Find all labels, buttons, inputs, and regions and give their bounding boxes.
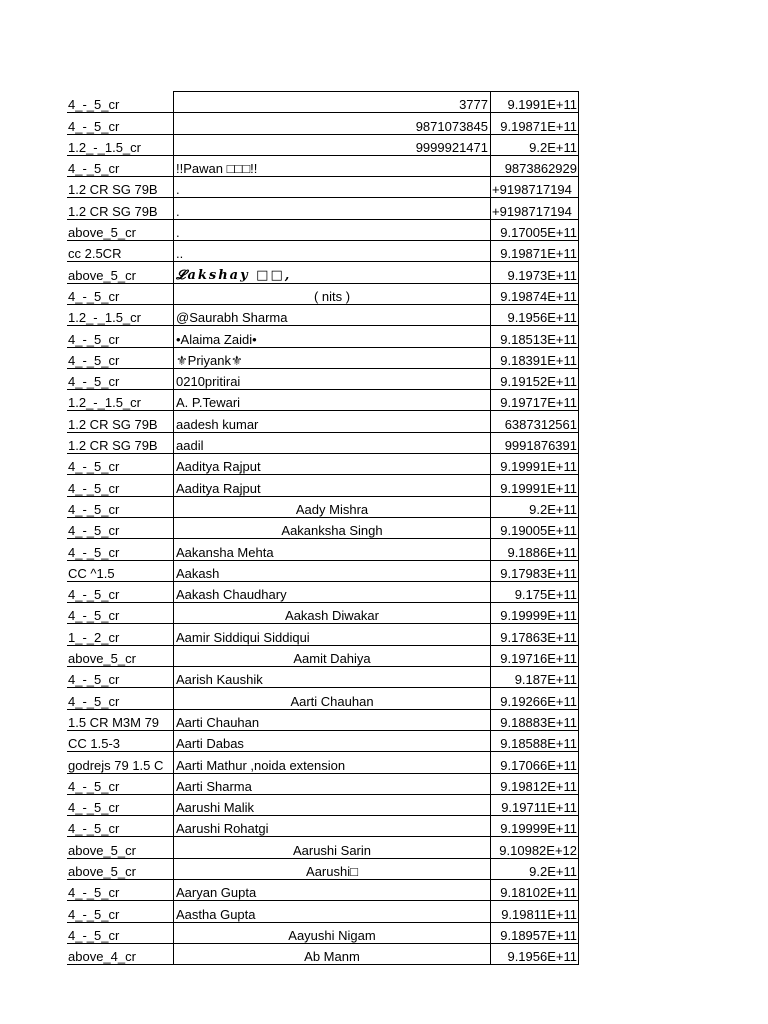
table-row xyxy=(67,134,579,155)
category-cell[interactable]: 4_-_5_cr xyxy=(67,773,174,794)
table-row xyxy=(67,496,579,517)
table-row xyxy=(67,837,579,858)
name-cell[interactable]: Aarti Dabas xyxy=(174,730,491,751)
table-row xyxy=(67,943,579,964)
category-cell[interactable]: 4_-_5_cr xyxy=(67,113,174,134)
table-row xyxy=(67,517,579,538)
category-cell[interactable]: cc 2.5CR xyxy=(67,241,174,262)
name-cell[interactable]: aadil xyxy=(174,432,491,453)
phone-cell[interactable]: 9.19812E+11 xyxy=(491,773,579,794)
name-cell[interactable]: . xyxy=(174,219,491,240)
category-cell[interactable]: CC ^1.5 xyxy=(67,560,174,581)
phone-cell[interactable]: 9.19266E+11 xyxy=(491,688,579,709)
name-cell[interactable]: Aakash xyxy=(174,560,491,581)
table-row xyxy=(67,92,579,113)
name-cell[interactable]: Aakanksha Singh xyxy=(174,517,491,538)
phone-cell[interactable]: 9.10982E+12 xyxy=(491,837,579,858)
name-cell[interactable]: @Saurabh Sharma xyxy=(174,304,491,325)
category-cell[interactable]: 1.2 CR SG 79B xyxy=(67,411,174,432)
phone-cell[interactable]: 9.19871E+11 xyxy=(491,241,579,262)
name-cell[interactable]: . xyxy=(174,198,491,219)
category-cell[interactable]: 1.5 CR M3M 79 xyxy=(67,709,174,730)
category-cell[interactable]: 4_-_5_cr xyxy=(67,454,174,475)
name-cell[interactable]: Aarushi Rohatgi xyxy=(174,816,491,837)
table-row xyxy=(67,539,579,560)
phone-cell[interactable]: 9.1973E+11 xyxy=(491,262,579,283)
phone-cell[interactable]: 9.2E+11 xyxy=(491,858,579,879)
phone-cell[interactable]: 9.18102E+11 xyxy=(491,879,579,900)
phone-cell[interactable]: 9.19005E+11 xyxy=(491,517,579,538)
phone-cell[interactable]: 9.1956E+11 xyxy=(491,304,579,325)
name-cell[interactable]: Aarti Sharma xyxy=(174,773,491,794)
category-cell[interactable]: 4_-_5_cr xyxy=(67,368,174,389)
category-cell[interactable]: above_5_cr xyxy=(67,858,174,879)
name-cell[interactable]: . xyxy=(174,177,491,198)
name-cell[interactable]: Aarti Chauhan xyxy=(174,709,491,730)
table-row xyxy=(67,667,579,688)
table-row xyxy=(67,901,579,922)
name-cell[interactable]: Aakash Diwakar xyxy=(174,603,491,624)
table-row xyxy=(67,688,579,709)
category-cell[interactable]: 4_-_5_cr xyxy=(67,581,174,602)
category-cell[interactable]: 4_-_5_cr xyxy=(67,347,174,368)
phone-cell[interactable]: 9.18391E+11 xyxy=(491,347,579,368)
table-row xyxy=(67,581,579,602)
phone-cell[interactable]: 9.19717E+11 xyxy=(491,390,579,411)
name-cell[interactable]: 9999921471 xyxy=(174,134,491,155)
category-cell[interactable]: 4_-_5_cr xyxy=(67,603,174,624)
category-cell[interactable]: 1.2_-_1.5_cr xyxy=(67,390,174,411)
category-cell[interactable]: 4_-_5_cr xyxy=(67,667,174,688)
phone-cell[interactable]: +9198717194 xyxy=(491,177,579,198)
table-row xyxy=(67,390,579,411)
name-cell[interactable]: 𝓛𝒂𝒌𝒔𝒉𝒂𝒚 □□, xyxy=(174,262,491,283)
phone-cell[interactable]: 9.19711E+11 xyxy=(491,794,579,815)
table-row xyxy=(67,752,579,773)
table-row xyxy=(67,624,579,645)
table-row xyxy=(67,326,579,347)
phone-cell[interactable]: 9.1991E+11 xyxy=(491,92,579,113)
table-row xyxy=(67,113,579,134)
table-row xyxy=(67,645,579,666)
table-row xyxy=(67,219,579,240)
category-cell[interactable]: 4_-_5_cr xyxy=(67,517,174,538)
phone-cell[interactable]: 9.17983E+11 xyxy=(491,560,579,581)
table-row xyxy=(67,368,579,389)
category-cell[interactable]: 4_-_5_cr xyxy=(67,496,174,517)
phone-cell[interactable]: 9.19811E+11 xyxy=(491,901,579,922)
spreadsheet-table xyxy=(67,91,579,965)
table-row xyxy=(67,347,579,368)
category-cell[interactable]: 1.2_-_1.5_cr xyxy=(67,134,174,155)
category-cell[interactable]: 4_-_5_cr xyxy=(67,155,174,176)
phone-cell[interactable]: 9.19999E+11 xyxy=(491,603,579,624)
name-cell[interactable]: ( nits ) xyxy=(174,283,491,304)
table-row xyxy=(67,709,579,730)
table-row xyxy=(67,475,579,496)
phone-cell[interactable]: 6387312561 xyxy=(491,411,579,432)
spreadsheet-body xyxy=(67,92,579,965)
name-cell[interactable]: 3777 xyxy=(174,92,491,113)
phone-cell[interactable]: +9198717194 xyxy=(491,198,579,219)
phone-cell[interactable]: 9.18588E+11 xyxy=(491,730,579,751)
category-cell[interactable]: 1.2_-_1.5_cr xyxy=(67,304,174,325)
category-cell[interactable]: godrejs 79 1.5 C xyxy=(67,752,174,773)
phone-cell[interactable]: 9.19991E+11 xyxy=(491,454,579,475)
table-row xyxy=(67,773,579,794)
phone-cell[interactable]: 9.19991E+11 xyxy=(491,475,579,496)
name-cell[interactable]: Aady Mishra xyxy=(174,496,491,517)
name-cell[interactable]: Aamit Dahiya xyxy=(174,645,491,666)
category-cell[interactable]: 1.2 CR SG 79B xyxy=(67,177,174,198)
table-row xyxy=(67,262,579,283)
phone-cell[interactable]: 9.18957E+11 xyxy=(491,922,579,943)
name-cell[interactable]: !!Pawan □□□!! xyxy=(174,155,491,176)
name-cell[interactable]: Aamir Siddiqui Siddiqui xyxy=(174,624,491,645)
category-cell[interactable]: 4_-_5_cr xyxy=(67,922,174,943)
category-cell[interactable]: 4_-_5_cr xyxy=(67,475,174,496)
name-cell[interactable]: Aakansha Mehta xyxy=(174,539,491,560)
category-cell[interactable]: 4_-_5_cr xyxy=(67,816,174,837)
phone-cell[interactable]: 9.19716E+11 xyxy=(491,645,579,666)
table-row xyxy=(67,879,579,900)
name-cell[interactable]: Aarish Kaushik xyxy=(174,667,491,688)
table-row xyxy=(67,241,579,262)
phone-cell[interactable]: 9873862929 xyxy=(491,155,579,176)
category-cell[interactable]: above_5_cr xyxy=(67,219,174,240)
table-row xyxy=(67,816,579,837)
category-cell[interactable]: 4_-_5_cr xyxy=(67,879,174,900)
phone-cell[interactable]: 9.18513E+11 xyxy=(491,326,579,347)
name-cell[interactable]: Aarushi□ xyxy=(174,858,491,879)
phone-cell[interactable]: 9.17066E+11 xyxy=(491,752,579,773)
name-cell[interactable]: Aarti Chauhan xyxy=(174,688,491,709)
table-row xyxy=(67,560,579,581)
table-row xyxy=(67,603,579,624)
table-row xyxy=(67,432,579,453)
category-cell[interactable]: 4_-_5_cr xyxy=(67,326,174,347)
category-cell[interactable]: above_5_cr xyxy=(67,645,174,666)
name-cell[interactable]: .. xyxy=(174,241,491,262)
category-cell[interactable]: 1_-_2_cr xyxy=(67,624,174,645)
category-cell[interactable]: 4_-_5_cr xyxy=(67,794,174,815)
table-row xyxy=(67,283,579,304)
phone-cell[interactable]: 9991876391 xyxy=(491,432,579,453)
phone-cell[interactable]: 9.18883E+11 xyxy=(491,709,579,730)
category-cell[interactable]: CC 1.5-3 xyxy=(67,730,174,751)
name-cell[interactable]: Aayushi Nigam xyxy=(174,922,491,943)
table-row xyxy=(67,794,579,815)
table-row xyxy=(67,922,579,943)
phone-cell[interactable]: 9.17863E+11 xyxy=(491,624,579,645)
phone-cell[interactable]: 9.19152E+11 xyxy=(491,368,579,389)
category-cell[interactable]: above_4_cr xyxy=(67,943,174,964)
name-cell[interactable]: A. P.Tewari xyxy=(174,390,491,411)
category-cell[interactable]: 4_-_5_cr xyxy=(67,688,174,709)
name-cell[interactable]: Aaryan Gupta xyxy=(174,879,491,900)
table-row xyxy=(67,858,579,879)
category-cell[interactable]: 4_-_5_cr xyxy=(67,901,174,922)
phone-cell[interactable]: 9.1886E+11 xyxy=(491,539,579,560)
phone-cell[interactable]: 9.2E+11 xyxy=(491,496,579,517)
table-row xyxy=(67,411,579,432)
table-row xyxy=(67,304,579,325)
name-cell[interactable]: Aaditya Rajput xyxy=(174,475,491,496)
name-cell[interactable]: ⚜Priyank⚜ xyxy=(174,347,491,368)
category-cell[interactable]: 1.2 CR SG 79B xyxy=(67,198,174,219)
table-row xyxy=(67,730,579,751)
table-row xyxy=(67,454,579,475)
category-cell[interactable]: above_5_cr xyxy=(67,262,174,283)
name-cell[interactable]: Aarti Mathur ,noida extension xyxy=(174,752,491,773)
category-cell[interactable]: 4_-_5_cr xyxy=(67,283,174,304)
phone-cell[interactable]: 9.19874E+11 xyxy=(491,283,579,304)
phone-cell[interactable]: 9.2E+11 xyxy=(491,134,579,155)
name-cell[interactable]: Aarushi Malik xyxy=(174,794,491,815)
name-cell[interactable]: 0210pritirai xyxy=(174,368,491,389)
phone-cell[interactable]: 9.1956E+11 xyxy=(491,943,579,964)
phone-cell[interactable]: 9.19871E+11 xyxy=(491,113,579,134)
category-cell[interactable]: 1.2 CR SG 79B xyxy=(67,432,174,453)
name-cell[interactable]: Aastha Gupta xyxy=(174,901,491,922)
name-cell[interactable]: •Alaima Zaidi• xyxy=(174,326,491,347)
name-cell[interactable]: Aakash Chaudhary xyxy=(174,581,491,602)
phone-cell[interactable]: 9.17005E+11 xyxy=(491,219,579,240)
phone-cell[interactable]: 9.175E+11 xyxy=(491,581,579,602)
name-cell[interactable]: aadesh kumar xyxy=(174,411,491,432)
category-cell[interactable]: 4_-_5_cr xyxy=(67,539,174,560)
table-row xyxy=(67,198,579,219)
phone-cell[interactable]: 9.19999E+11 xyxy=(491,816,579,837)
phone-cell[interactable]: 9.187E+11 xyxy=(491,667,579,688)
table-row xyxy=(67,177,579,198)
category-cell[interactable]: 4_-_5_cr xyxy=(67,92,174,113)
table-row xyxy=(67,155,579,176)
name-cell[interactable]: Aarushi Sarin xyxy=(174,837,491,858)
category-cell[interactable]: above_5_cr xyxy=(67,837,174,858)
name-cell[interactable]: 9871073845 xyxy=(174,113,491,134)
name-cell[interactable]: Aaditya Rajput xyxy=(174,454,491,475)
name-cell[interactable]: Ab Manm xyxy=(174,943,491,964)
